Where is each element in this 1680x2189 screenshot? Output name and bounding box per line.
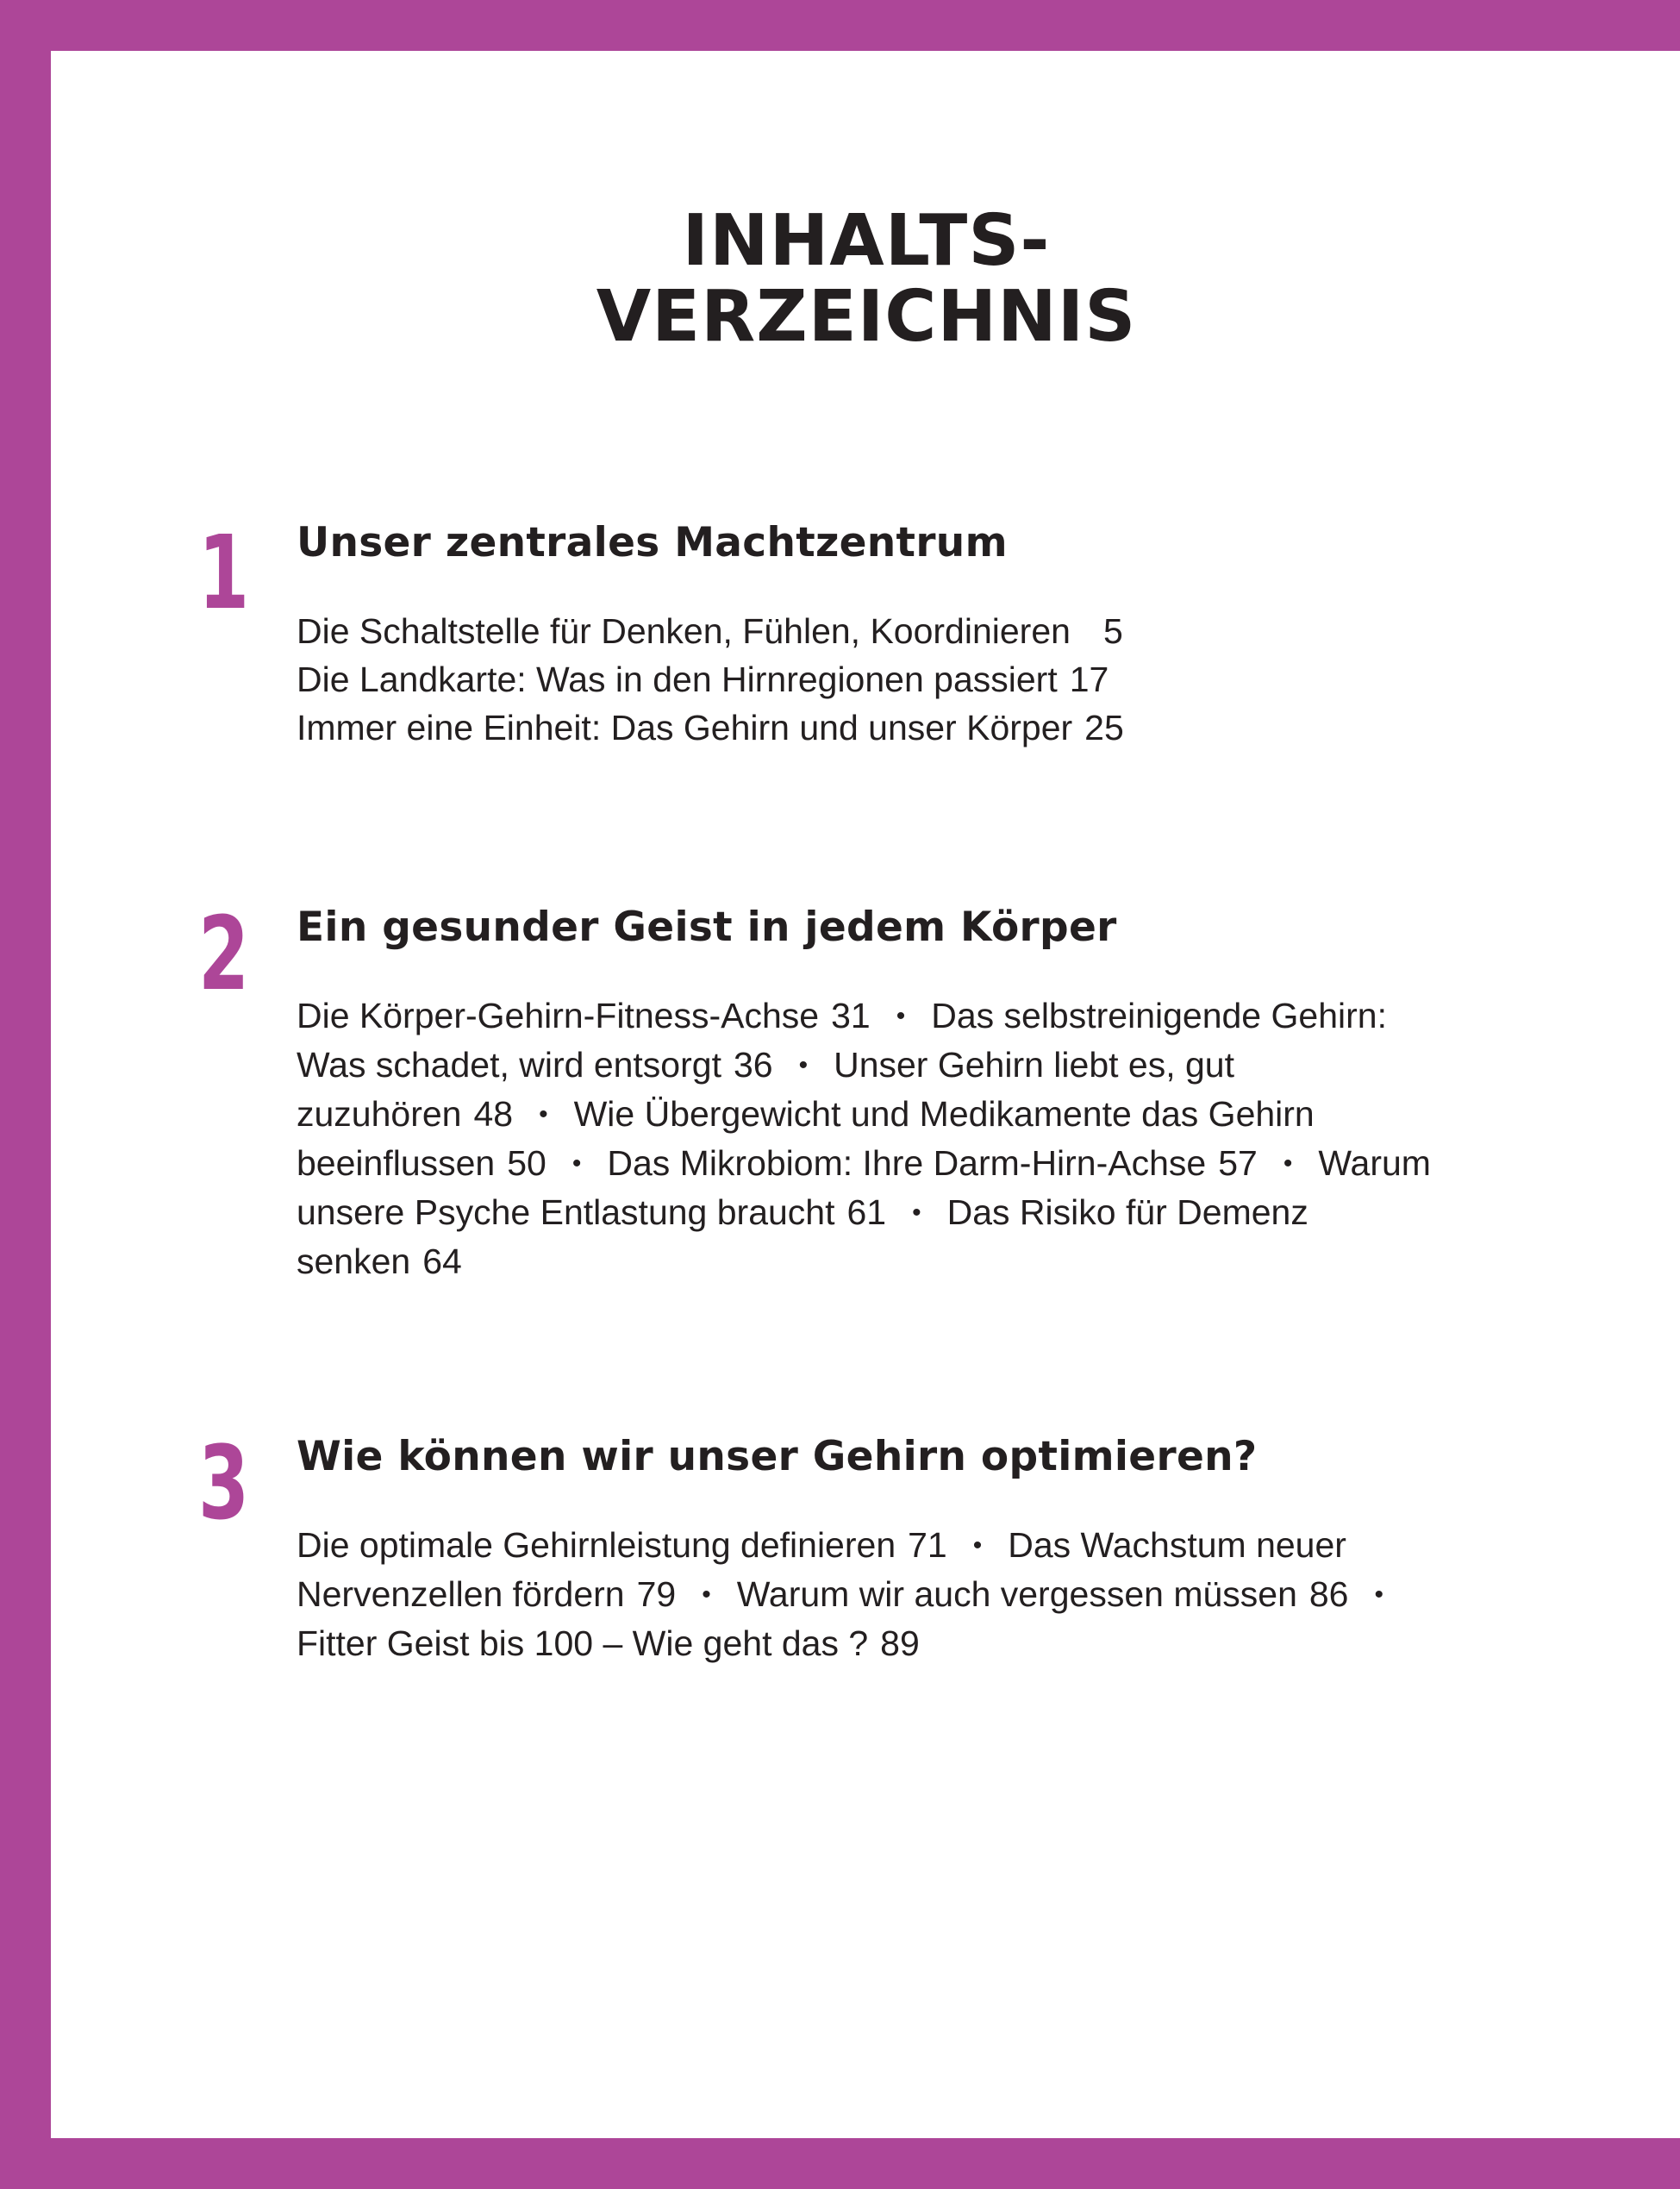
page-title-line-1: INHALTS-: [682, 200, 1051, 282]
chapter-title: Wie können wir unser Gehirn optimieren?: [297, 1433, 1258, 1480]
entry-page-number: 57: [1218, 1143, 1258, 1183]
toc-entry[interactable]: [297, 655, 1443, 704]
entry-label: Immer eine Einheit: Das Gehirn und unser Körper: [297, 708, 1073, 747]
separator-bullet: •: [702, 1580, 711, 1609]
entry-label: Das selbstreinigende Gehirn: Was schadet, wird entsorgt: [297, 996, 1387, 1085]
chapter-title: Ein gesunder Geist in jedem Körper: [297, 904, 1117, 951]
entry-page-number: 25: [1084, 708, 1124, 747]
entry-label: Warum wir auch vergessen müssen: [736, 1574, 1297, 1614]
chapter-number: 3: [198, 1423, 250, 1542]
chapter-number: 1: [198, 513, 250, 632]
toc-entry[interactable]: [297, 704, 1443, 752]
toc-entry[interactable]: [297, 996, 871, 1035]
entry-page-number: 50: [507, 1143, 546, 1183]
entry-page-number: 79: [636, 1574, 677, 1614]
separator-bullet: •: [798, 1051, 809, 1079]
entry-label: Das Wachstum neuer Nervenzellen fördern: [297, 1525, 1346, 1614]
entry-page-number: 89: [880, 1623, 920, 1663]
entry-label: Das Risiko für Demenz senken: [297, 1192, 1308, 1281]
toc-entry[interactable]: [607, 1143, 1257, 1183]
chapter-entries: [297, 991, 1443, 1285]
entry-label: Die optimale Gehirnleistung definieren: [297, 1525, 896, 1565]
entry-label: Die Landkarte: Was in den Hirnregionen passiert: [297, 660, 1058, 699]
chapter-entries: [297, 1521, 1443, 1667]
entry-page-number: 64: [422, 1241, 462, 1281]
separator-bullet: •: [972, 1531, 983, 1560]
separator-bullet: •: [571, 1149, 582, 1178]
toc-entry[interactable]: [737, 1574, 1349, 1614]
separator-bullet: •: [1374, 1580, 1383, 1609]
entry-page-number: 31: [831, 996, 871, 1035]
chapter-entries: [297, 607, 1443, 752]
entry-label: Warum unsere Psyche Entlastung braucht: [297, 1143, 1431, 1232]
page-title: [0, 200, 1680, 358]
page-title-line-2: VERZEICHNIS: [596, 276, 1137, 358]
separator-bullet: •: [1283, 1149, 1293, 1178]
entry-label: Die Körper-Gehirn-Fitness-Achse: [297, 996, 820, 1035]
entry-page-number: 5: [1102, 611, 1123, 651]
entry-page-number: 48: [473, 1094, 514, 1134]
entry-label: Wie Übergewicht und Medikamente das Gehirn beeinflussen: [297, 1094, 1315, 1183]
frame-border-bottom: [0, 2138, 1680, 2189]
toc-entry[interactable]: [297, 607, 1443, 655]
separator-bullet: •: [896, 1002, 906, 1030]
toc-entry[interactable]: [297, 1525, 947, 1565]
entry-label: Die Schaltstelle für Denken, Fühlen, Koordinieren: [297, 611, 1071, 651]
chapter-title: Unser zentrales Machtzentrum: [297, 519, 1008, 566]
entry-page-number: 36: [733, 1045, 773, 1085]
entry-label: Das Mikrobiom: Ihre Darm-Hirn-Achse: [607, 1143, 1207, 1183]
entry-page-number: 71: [908, 1525, 947, 1565]
toc-entry[interactable]: [297, 1623, 920, 1663]
entry-label: Fitter Geist bis 100 – Wie geht das ?: [297, 1623, 869, 1663]
entry-label: Unser Gehirn liebt es, gut zuzuhören: [297, 1045, 1234, 1134]
entry-page-number: 17: [1069, 660, 1109, 699]
frame-border-top: [0, 0, 1680, 51]
chapter-number: 2: [198, 894, 250, 1013]
entry-page-number: 86: [1308, 1574, 1349, 1614]
separator-bullet: •: [912, 1198, 921, 1227]
separator-bullet: •: [539, 1100, 548, 1129]
entry-page-number: 61: [846, 1192, 887, 1232]
